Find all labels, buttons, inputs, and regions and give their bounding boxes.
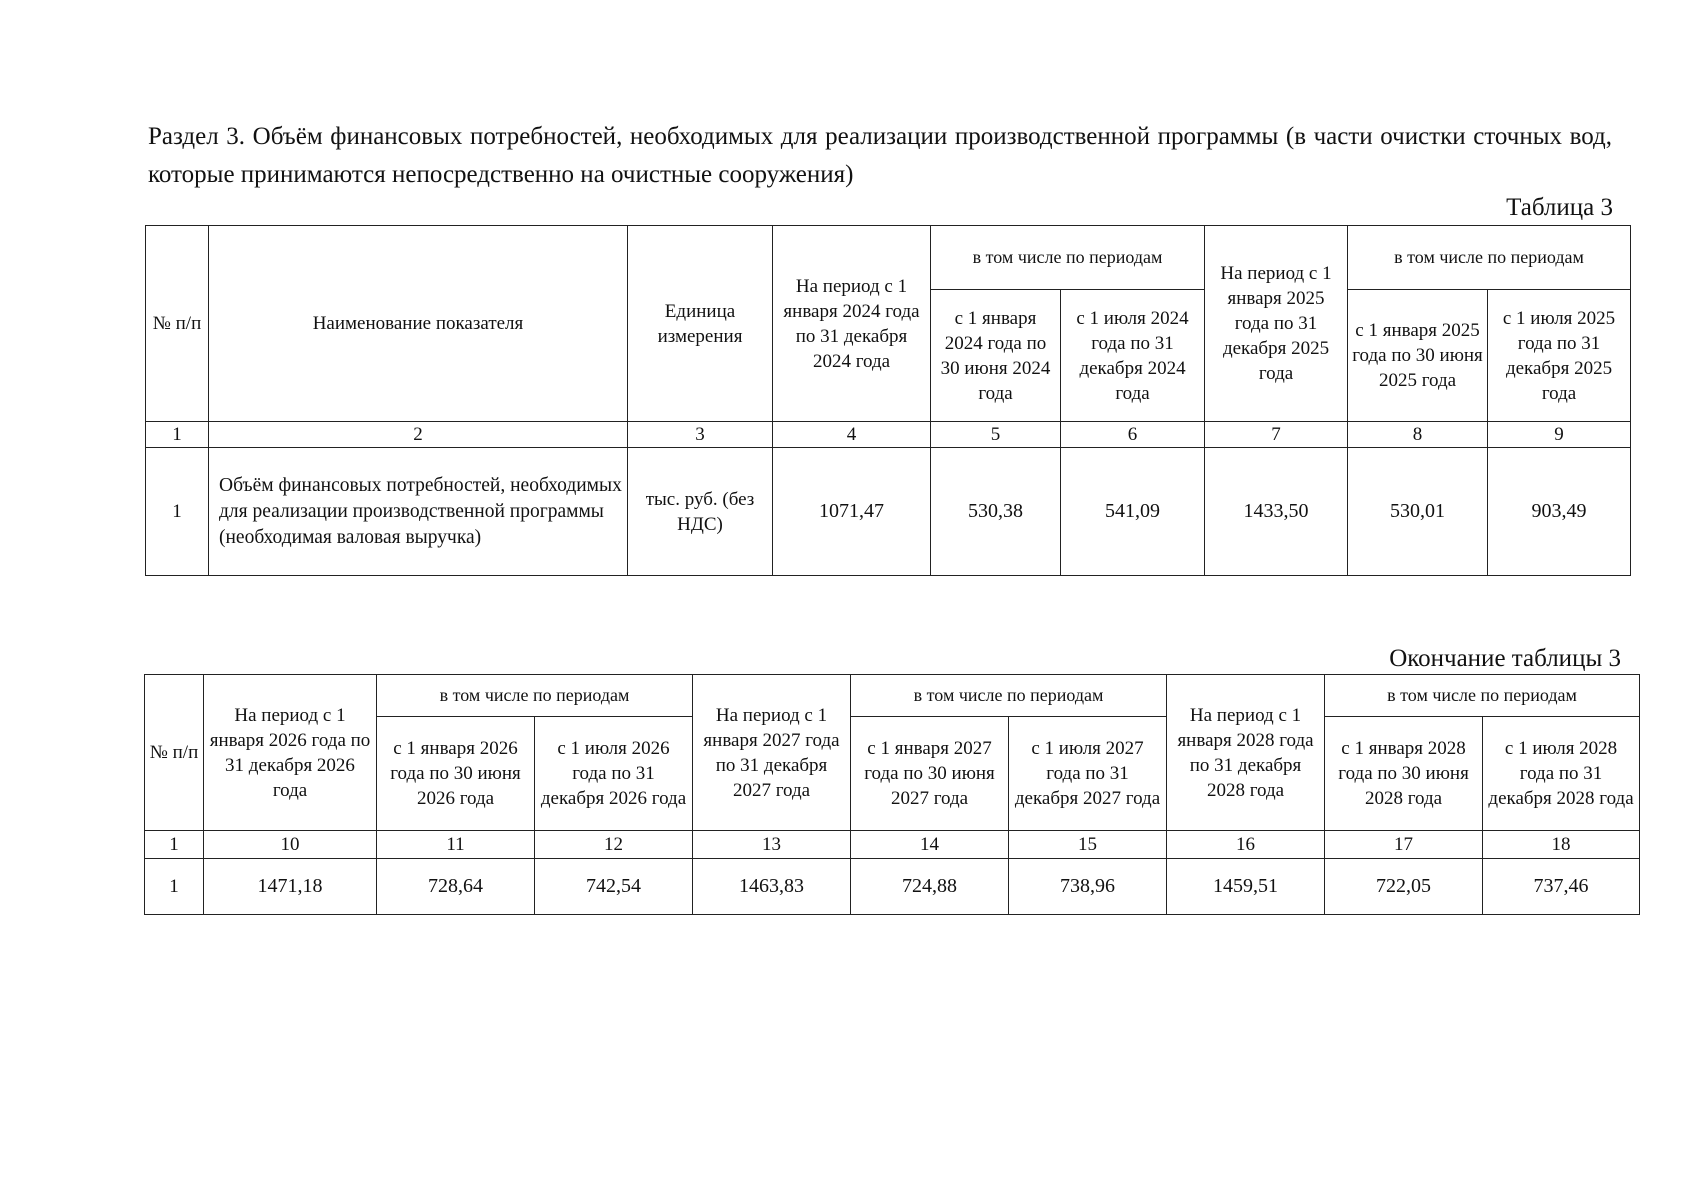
header-subperiods-2028: в том числе по периодам	[1325, 675, 1640, 717]
table-row	[146, 448, 1631, 576]
table-row	[145, 859, 1640, 915]
value-cell: 1463,83	[693, 859, 851, 915]
value-cell: 530,38	[931, 448, 1061, 576]
header-period-2025: На период с 1 января 2025 года по 31 декабря 2025 года	[1205, 226, 1348, 422]
column-number: 11	[377, 831, 535, 859]
column-number: 14	[851, 831, 1009, 859]
column-numbers-row	[146, 422, 1631, 448]
column-number: 18	[1483, 831, 1640, 859]
value-cell: 724,88	[851, 859, 1009, 915]
header-h2-2024: с 1 июля 2024 года по 31 декабря 2024 года	[1061, 290, 1205, 422]
row-num: 1	[145, 859, 204, 915]
header-period-2028: На период с 1 января 2028 года по 31 декабря 2028 года	[1167, 675, 1325, 831]
header-h2-2028: с 1 июля 2028 года по 31 декабря 2028 года	[1483, 717, 1640, 831]
header-h1-2025: с 1 января 2025 года по 30 июня 2025 года	[1348, 290, 1488, 422]
header-h2-2027: с 1 июля 2027 года по 31 декабря 2027 года	[1009, 717, 1167, 831]
value-cell: 541,09	[1061, 448, 1205, 576]
column-numbers-row	[145, 831, 1640, 859]
column-number: 1	[146, 422, 209, 448]
value-cell: 722,05	[1325, 859, 1483, 915]
column-number: 2	[209, 422, 628, 448]
column-number: 13	[693, 831, 851, 859]
row-num: 1	[146, 448, 209, 576]
column-number: 6	[1061, 422, 1205, 448]
value-cell: 903,49	[1488, 448, 1631, 576]
header-subperiods-2025: в том числе по периодам	[1348, 226, 1631, 290]
header-period-2024: На период с 1 января 2024 года по 31 декабря 2024 года	[773, 226, 931, 422]
header-h1-2026: с 1 января 2026 года по 30 июня 2026 года	[377, 717, 535, 831]
header-h1-2027: с 1 января 2027 года по 30 июня 2027 года	[851, 717, 1009, 831]
header-unit: Единица измерения	[628, 226, 773, 422]
header-num: № п/п	[145, 675, 204, 831]
column-number: 9	[1488, 422, 1631, 448]
header-h2-2025: с 1 июля 2025 года по 31 декабря 2025 года	[1488, 290, 1631, 422]
header-subperiods-2024: в том числе по периодам	[931, 226, 1205, 290]
row-indicator-name: Объём финансовых потребностей, необходимых для реализации производственной программы (необходимая валовая выручка)	[209, 448, 628, 576]
header-period-2027: На период с 1 января 2027 года по 31 декабря 2027 года	[693, 675, 851, 831]
value-cell: 1071,47	[773, 448, 931, 576]
column-number: 15	[1009, 831, 1167, 859]
value-cell: 1471,18	[204, 859, 377, 915]
header-subperiods-2027: в том числе по периодам	[851, 675, 1167, 717]
column-number: 1	[145, 831, 204, 859]
column-number: 17	[1325, 831, 1483, 859]
header-name: Наименование показателя	[209, 226, 628, 422]
column-number: 10	[204, 831, 377, 859]
value-cell: 738,96	[1009, 859, 1167, 915]
value-cell: 1433,50	[1205, 448, 1348, 576]
header-h2-2026: с 1 июля 2026 года по 31 декабря 2026 года	[535, 717, 693, 831]
table-caption: Таблица 3	[1506, 194, 1613, 221]
header-row	[145, 675, 1640, 717]
financial-needs-table-continuation	[144, 674, 1640, 915]
header-h1-2024: с 1 января 2024 года по 30 июня 2024 года	[931, 290, 1061, 422]
header-num: № п/п	[146, 226, 209, 422]
financial-needs-table	[145, 225, 1631, 576]
header-row	[146, 226, 1631, 290]
value-cell: 728,64	[377, 859, 535, 915]
column-number: 3	[628, 422, 773, 448]
value-cell: 530,01	[1348, 448, 1488, 576]
row-unit: тыс. руб. (без НДС)	[628, 448, 773, 576]
column-number: 8	[1348, 422, 1488, 448]
column-number: 7	[1205, 422, 1348, 448]
column-number: 16	[1167, 831, 1325, 859]
header-h1-2028: с 1 января 2028 года по 30 июня 2028 года	[1325, 717, 1483, 831]
value-cell: 737,46	[1483, 859, 1640, 915]
value-cell: 1459,51	[1167, 859, 1325, 915]
header-subperiods-2026: в том числе по периодам	[377, 675, 693, 717]
column-number: 5	[931, 422, 1061, 448]
header-period-2026: На период с 1 января 2026 года по 31 декабря 2026 года	[204, 675, 377, 831]
column-number: 12	[535, 831, 693, 859]
table-caption: Окончание таблицы 3	[1389, 645, 1621, 672]
column-number: 4	[773, 422, 931, 448]
section-heading: Раздел 3. Объём финансовых потребностей, необходимых для реализации производственной программы (в части очистки сточных вод, которые принимаются непосредственно на очистные сооружения)	[148, 123, 1612, 188]
value-cell: 742,54	[535, 859, 693, 915]
